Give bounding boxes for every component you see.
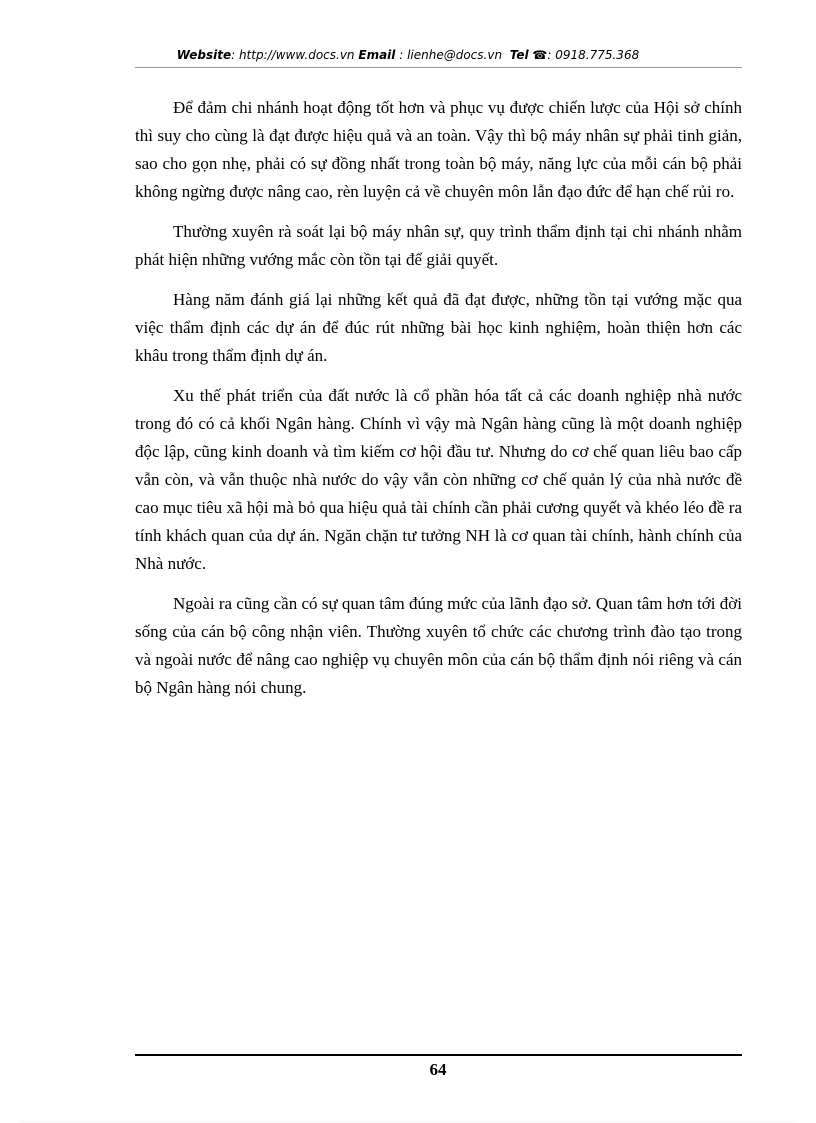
paragraph-2: Thường xuyên rà soát lại bộ máy nhân sự, quy trình thẩm định tại chi nhánh nhằm phát hiện những vướng mắc còn tồn tại để giải quyết. [135,222,742,269]
website-separator: : [231,48,239,62]
paragraph-5: Ngoài ra cũng cần có sự quan tâm đúng mức của lãnh đạo sở. Quan tâm hơn tới đời sống của cán bộ công nhận viên. Thường xuyên tổ chức các chương trình đào tạo trong và ngoài nước để nâng cao nghiệp vụ chuyên môn của cán bộ thẩm định nói riêng và cán bộ Ngân hàng nói chung. [135,594,742,697]
document-body [135,94,742,714]
email-label: Email [358,48,396,62]
phone-icon: ☎ [532,48,548,62]
page-number: 64 [429,1060,447,1079]
tel-value: : 0918.775.368 [547,48,640,62]
paragraph-3: Hàng năm đánh giá lại những kết quả đã đạt được, những tồn tại vướng mặc qua việc thẩm định các dự án để đúc rút những bài học kinh nghiệm, hoàn thiện hơn các khâu trong thẩm định dự án. [135,290,742,365]
page-bottom-border [20,1121,796,1122]
email-value[interactable]: lienhe@docs.vn [407,48,503,62]
paragraph-4: Xu thế phát triển của đất nước là cổ phần hóa tất cả các doanh nghiệp nhà nước trong đó có cả khối Ngân hàng. Chính vì vậy mà Ngân hàng cũng là một doanh nghiệp độc lập, cũng kinh doanh và tìm kiếm cơ hội đầu tư. Nhưng do cơ chế quan liêu bao cấp vẫn còn, và vẫn thuộc nhà nước do vậy vẫn còn những cơ chế quản lý của nhà nước đề cao mục tiêu xã hội mà bỏ qua hiệu quả tài chính cần phải cương quyết và khéo léo đề ra tính khách quan của dự án. Ngăn chặn tư tưởng NH là cơ quan tài chính, hành chính của Nhà nước. [135,386,742,573]
website-url[interactable]: http://www.docs.vn [238,48,355,62]
page-header [0,47,816,63]
header-divider [135,67,742,68]
website-label: Website [176,48,232,62]
email-separator: : [395,48,408,62]
tel-label: Tel [509,48,529,62]
footer-divider [135,1054,742,1056]
paragraph-1: Để đảm chi nhánh hoạt động tốt hơn và phục vụ được chiến lược của Hội sở chính thì suy cho cùng là đạt được hiệu quả và an toàn. Vậy thì bộ máy nhân sự phải tinh giản, sao cho gọn nhẹ, phải có sự đồng nhất trong toàn bộ máy, năng lực của mỗi cán bộ phải không ngừng được nâng cao, rèn luyện cả về chuyên môn lẫn đạo đức để hạn chế rủi ro. [135,98,742,201]
